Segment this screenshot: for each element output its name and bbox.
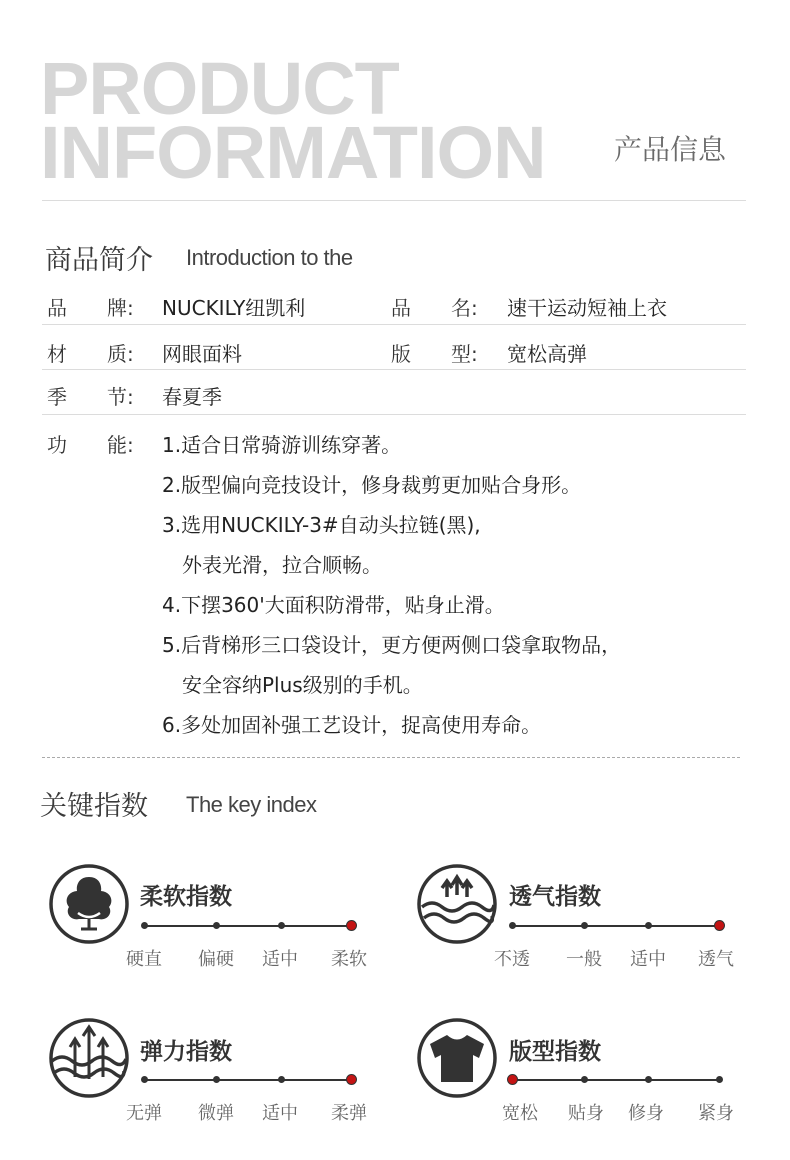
key-index-subtitle: The key index [186,792,317,817]
feature-line: 4.下摆360'大面积防滑带，贴身止滑。 [162,593,505,617]
breathability-tick: 不透 [494,949,530,970]
breathability-tick: 透气 [698,949,734,970]
breathable-icon [416,863,498,945]
softness-title: 柔软指数 [140,884,232,910]
elasticity-dot [141,1076,148,1083]
elasticity-tick: 柔弹 [331,1103,367,1124]
hero-title-cn: 产品信息 [614,133,727,166]
softness-dot-selected [346,920,357,931]
name-label-a: 品 [391,296,411,320]
breathability-dot [509,922,516,929]
breathability-dot [645,922,652,929]
tree-icon [48,863,130,945]
season-label-b: 节: [107,385,134,409]
breathability-tick: 适中 [630,949,666,970]
row-divider [42,324,746,325]
material-value: 网眼面料 [162,342,242,366]
hero-title-line2: INFORMATION [40,111,546,194]
feature-line: 2.版型偏向竞技设计，修身裁剪更加贴合身形。 [162,473,582,497]
elastic-icon [48,1017,130,1099]
elasticity-tick: 无弹 [126,1103,162,1124]
name-value: 速干运动短袖上衣 [507,296,667,320]
feature-line: 3.选用NUCKILY-3#自动头拉链(黑), [162,513,481,537]
fit-index-dot [645,1076,652,1083]
hero-title-line1: PRODUCT [40,47,399,130]
fit-index-dot [716,1076,723,1083]
fit-index-dot-selected [507,1074,518,1085]
softness-dot [278,922,285,929]
feature-line: 1.适合日常骑游训练穿著。 [162,433,402,457]
softness-dot [141,922,148,929]
softness-track [144,925,352,927]
fit-value: 宽松高弹 [507,342,587,366]
season-value: 春夏季 [162,385,222,409]
softness-tick: 偏硬 [198,949,234,970]
material-label-b: 质: [107,342,134,366]
softness-tick: 柔软 [331,949,367,970]
fit-index-tick: 贴身 [568,1103,604,1124]
fit-index-tick: 紧身 [698,1103,734,1124]
row-divider [42,369,746,370]
elasticity-title: 弹力指数 [140,1039,232,1065]
feature-line: 6.多处加固补强工艺设计，捉高使用寿命。 [162,713,542,737]
header-divider [42,200,746,201]
breathability-title: 透气指数 [509,884,601,910]
material-label-a: 材 [47,342,67,366]
elasticity-dot [213,1076,220,1083]
breathability-dot [581,922,588,929]
elasticity-tick: 适中 [262,1103,298,1124]
feature-line: 外表光滑，拉合顺畅。 [182,553,382,577]
feature-line: 安全容纳Plus级别的手机。 [182,673,423,697]
function-label-a: 功 [47,433,67,457]
fit-index-title: 版型指数 [509,1039,601,1065]
fit-index-track [512,1079,720,1081]
fit-index-tick: 宽松 [502,1103,538,1124]
elasticity-track [144,1079,352,1081]
brand-label-a: 品 [47,296,67,320]
elasticity-dot [278,1076,285,1083]
fit-label-a: 版 [391,342,411,366]
elasticity-dot-selected [346,1074,357,1085]
intro-title: 商品简介 [45,245,153,276]
breathability-track [512,925,720,927]
elasticity-tick: 微弹 [198,1103,234,1124]
fit-label-b: 型: [451,342,478,366]
breathability-tick: 一般 [566,949,602,970]
softness-dot [213,922,220,929]
fit-index-tick: 修身 [628,1103,664,1124]
row-divider [42,414,746,415]
dashed-divider [42,757,740,758]
softness-tick: 适中 [262,949,298,970]
key-index-title: 关键指数 [40,791,148,822]
function-label-b: 能: [107,433,134,457]
brand-label-b: 牌: [107,296,134,320]
feature-line: 5.后背梯形三口袋设计，更方便两侧口袋拿取物品， [162,633,622,657]
tshirt-icon [416,1017,498,1099]
softness-tick: 硬直 [126,949,162,970]
season-label-a: 季 [47,385,67,409]
name-label-b: 名: [451,296,478,320]
fit-index-dot [581,1076,588,1083]
breathability-dot-selected [714,920,725,931]
brand-value: NUCKILY纽凯利 [162,296,306,320]
intro-subtitle: Introduction to the [186,245,353,270]
